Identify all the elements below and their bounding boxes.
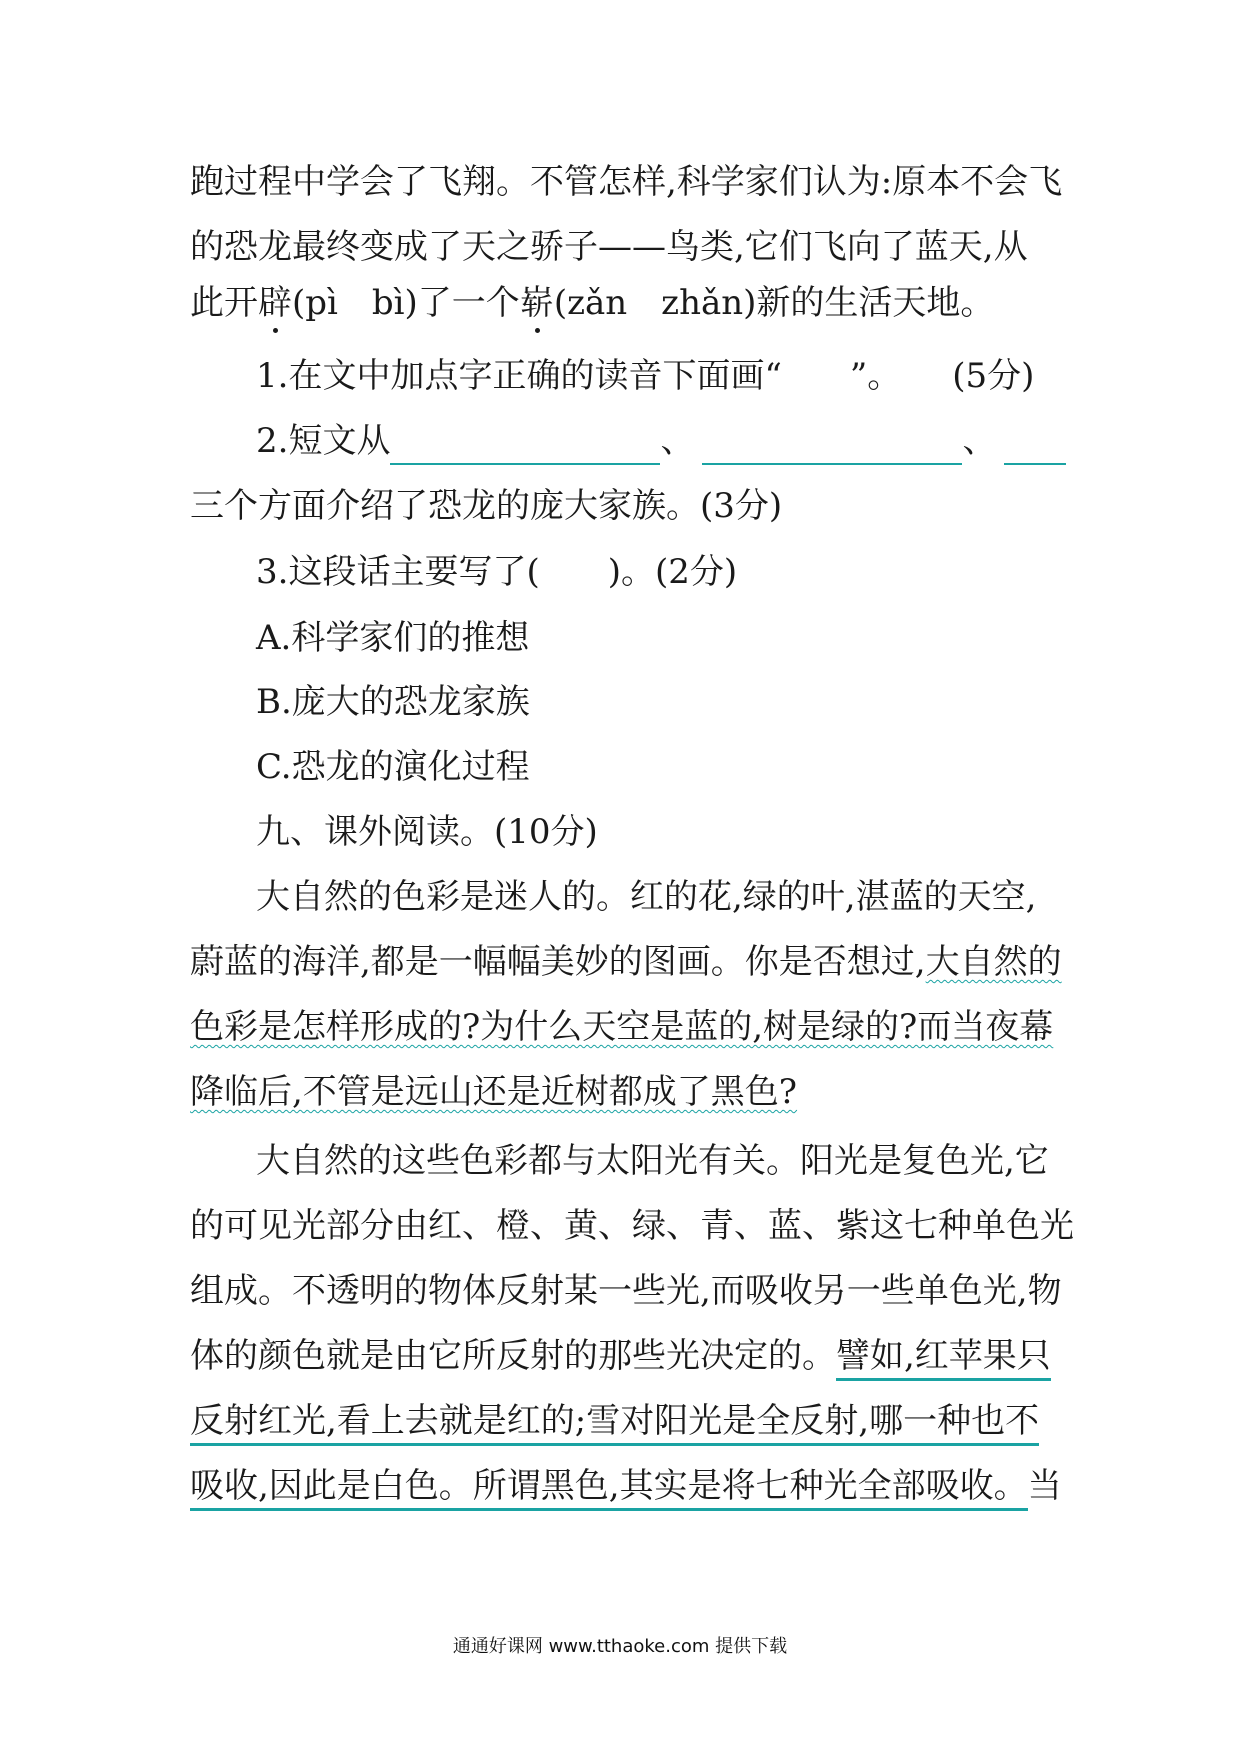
pinyin-option: bì)了一个: [371, 283, 520, 323]
underlined-text: 反射红光,看上去就是红的;雪对阳光是全反射,哪一种也不: [190, 1401, 1039, 1446]
pinyin-option: (pì: [292, 283, 338, 323]
wavy-underlined-text: 降临后,不管是远山还是近树都成了黑色?: [190, 1072, 798, 1112]
answer-blank[interactable]: [1004, 423, 1066, 465]
passage-line: 大自然的这些色彩都与太阳光有关。阳光是复色光,它: [256, 1141, 1049, 1181]
pinyin-option: zhǎn)新的生活天地。: [661, 283, 995, 323]
passage-line: [190, 279, 994, 327]
option-a: A.科学家们的推想: [256, 618, 530, 658]
text-segment: 当: [1027, 1466, 1062, 1506]
option-b: B.庞大的恐龙家族: [256, 682, 530, 722]
pinyin-option: (zǎn: [553, 283, 628, 323]
text-segment: 蔚蓝的海洋,都是一幅幅美妙的图画。你是否想过,: [190, 942, 926, 982]
wavy-underlined-text: 色彩是怎样形成的?为什么天空是蓝的,树是绿的?而当夜幕: [190, 1007, 1054, 1047]
text-segment: 体的颜色就是由它所反射的那些光决定的。: [190, 1336, 836, 1376]
passage-line: [190, 1003, 1053, 1051]
passage-line: 跑过程中学会了飞翔。不管怎样,科学家们认为:原本不会飞: [190, 162, 1063, 202]
wavy-underlined-text: 大自然的: [925, 942, 1062, 982]
underlined-text: 吸收,因此是白色。所谓黑色,其实是将七种光全部吸收。: [190, 1466, 1028, 1511]
passage-line: 的可见光部分由红、橙、黄、绿、青、蓝、紫这七种单色光: [190, 1206, 1074, 1246]
passage-line: [190, 1068, 797, 1116]
passage-line: 的恐龙最终变成了天之骄子——鸟类,它们飞向了蓝天,从: [190, 227, 1028, 267]
question-prefix: 2.短文从: [256, 421, 391, 461]
question-1: 1.在文中加点字正确的读音下面画“ ”。 (5分): [256, 356, 1035, 396]
passage-line: [190, 1332, 1051, 1380]
passage-line: [190, 1462, 1062, 1510]
question-2: [256, 417, 1066, 465]
question-3: 3.这段话主要写了( )。(2分): [256, 552, 738, 592]
passage-line: [190, 1397, 1039, 1445]
passage-line: 大自然的色彩是迷人的。红的花,绿的叶,湛蓝的天空,: [256, 877, 1037, 917]
section-title: 九、课外阅读。(10分): [256, 812, 598, 852]
dotted-char: 辟: [258, 283, 292, 323]
question-2-continued: 三个方面介绍了恐龙的庞大家族。(3分): [190, 486, 783, 526]
answer-blank[interactable]: [390, 423, 660, 465]
dotted-char: 崭: [519, 283, 554, 323]
passage-line: 组成。不透明的物体反射某一些光,而吸收另一些单色光,物: [190, 1271, 1062, 1311]
separator: 、: [962, 421, 997, 461]
separator: 、: [660, 421, 695, 461]
answer-blank[interactable]: [702, 423, 962, 465]
footer-watermark: 通通好课网 www.tthaoke.com 提供下载: [452, 1636, 788, 1657]
option-c: C.恐龙的演化过程: [256, 747, 530, 787]
passage-line: [190, 938, 1062, 986]
text-segment: 此开: [190, 283, 258, 323]
underlined-text: 譬如,红苹果只: [836, 1336, 1051, 1381]
